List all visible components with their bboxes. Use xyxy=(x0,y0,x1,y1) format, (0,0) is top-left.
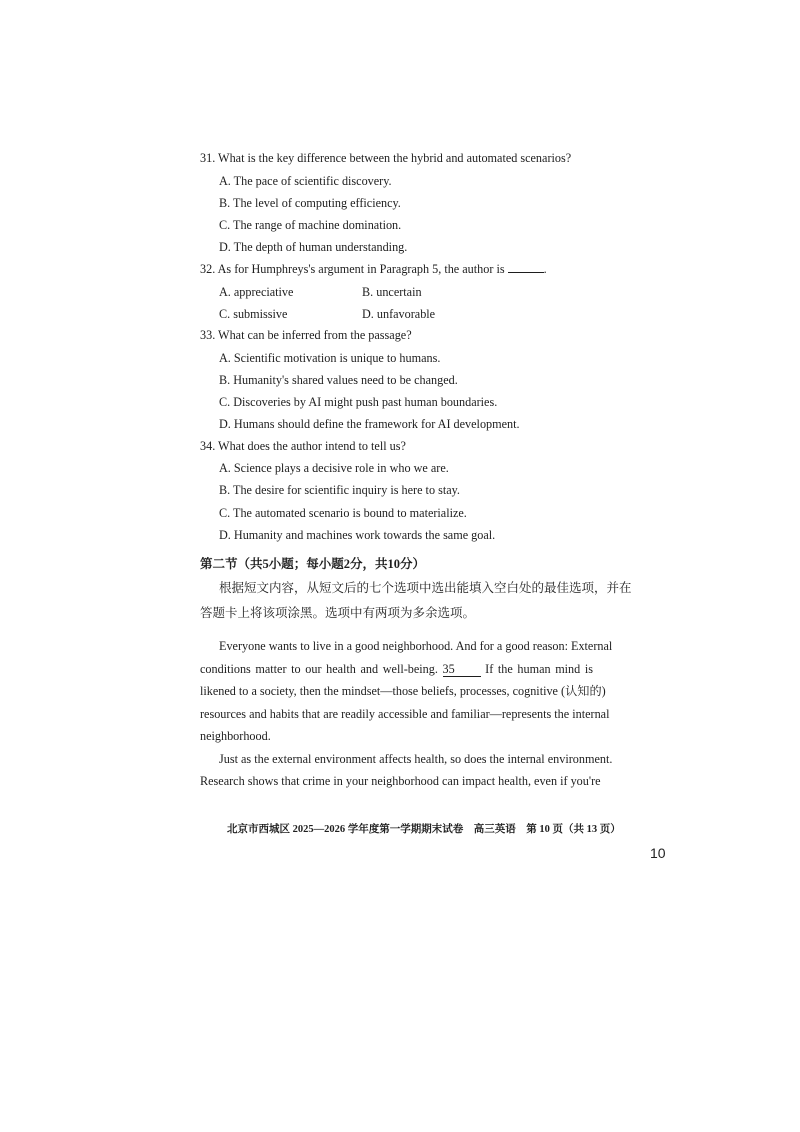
question-31-option-c: C. The range of machine domination. xyxy=(219,218,402,232)
question-34-stem: 34. What does the author intend to tell us? xyxy=(200,439,406,453)
question-31-option-b: B. The level of computing efficiency. xyxy=(219,196,401,210)
question-32-stem-text: 32. As for Humphreys's argument in Paragraph 5, the author is xyxy=(200,262,505,276)
question-32-stem-end: . xyxy=(543,262,547,276)
question-33-option-a: A. Scientific motivation is unique to humans. xyxy=(219,351,441,365)
answer-blank xyxy=(508,261,544,273)
question-32-option-c: C. submissive xyxy=(219,307,288,321)
question-33-option-c: C. Discoveries by AI might push past human boundaries. xyxy=(219,395,498,409)
page-footer: 北京市西城区 2025—2026 学年度第一学期期末试卷 高三英语 第 10 页（共 13 页） xyxy=(227,824,621,835)
question-31-stem: 31. What is the key difference between the hybrid and automated scenarios? xyxy=(200,151,572,165)
question-34-option-c: C. The automated scenario is bound to materialize. xyxy=(219,506,467,520)
passage-p1-line3: likened to a society, then the mindset—those beliefs, processes, cognitive (认知的) xyxy=(200,684,606,698)
section-instruction-line2: 答题卡上将该项涂黑。选项中有两项为多余选项。 xyxy=(200,606,476,620)
question-32-option-b: B. uncertain xyxy=(362,285,422,299)
section-heading: 第二节（共5小题；每小题2分，共10分） xyxy=(200,557,426,571)
passage-p1-line2 xyxy=(200,661,593,677)
page-number: 10 xyxy=(650,845,666,861)
question-31-option-d: D. The depth of human understanding. xyxy=(219,240,408,254)
question-32-stem xyxy=(200,261,547,277)
passage-p1-line2-b: If the human mind is xyxy=(485,662,593,676)
question-32-option-d: D. unfavorable xyxy=(362,307,436,321)
question-34-option-b: B. The desire for scientific inquiry is here to stay. xyxy=(219,483,460,497)
question-31-option-a: A. The pace of scientific discovery. xyxy=(219,174,392,188)
passage-p2-line1: Just as the external environment affects health, so does the internal environment. xyxy=(219,752,613,766)
passage-p2-line2: Research shows that crime in your neighborhood can impact health, even if you're xyxy=(200,774,601,788)
blank-35: 35 xyxy=(443,663,481,677)
passage-p1-line4: resources and habits that are readily accessible and familiar—represents the internal xyxy=(200,707,610,721)
passage-p1-line5: neighborhood. xyxy=(200,729,271,743)
passage-p1-line1: Everyone wants to live in a good neighborhood. And for a good reason: External xyxy=(219,639,613,653)
section-instruction-line1: 根据短文内容，从短文后的七个选项中选出能填入空白处的最佳选项，并在 xyxy=(219,581,632,595)
passage-p1-line2-a: conditions matter to our health and well-being. xyxy=(200,662,438,676)
question-32-option-a: A. appreciative xyxy=(219,285,294,299)
question-33-option-b: B. Humanity's shared values need to be changed. xyxy=(219,373,458,387)
question-34-option-d: D. Humanity and machines work towards the same goal. xyxy=(219,528,496,542)
question-34-option-a: A. Science plays a decisive role in who we are. xyxy=(219,461,449,475)
question-33-stem: 33. What can be inferred from the passage? xyxy=(200,328,412,342)
question-33-option-d: D. Humans should define the framework for AI development. xyxy=(219,417,520,431)
